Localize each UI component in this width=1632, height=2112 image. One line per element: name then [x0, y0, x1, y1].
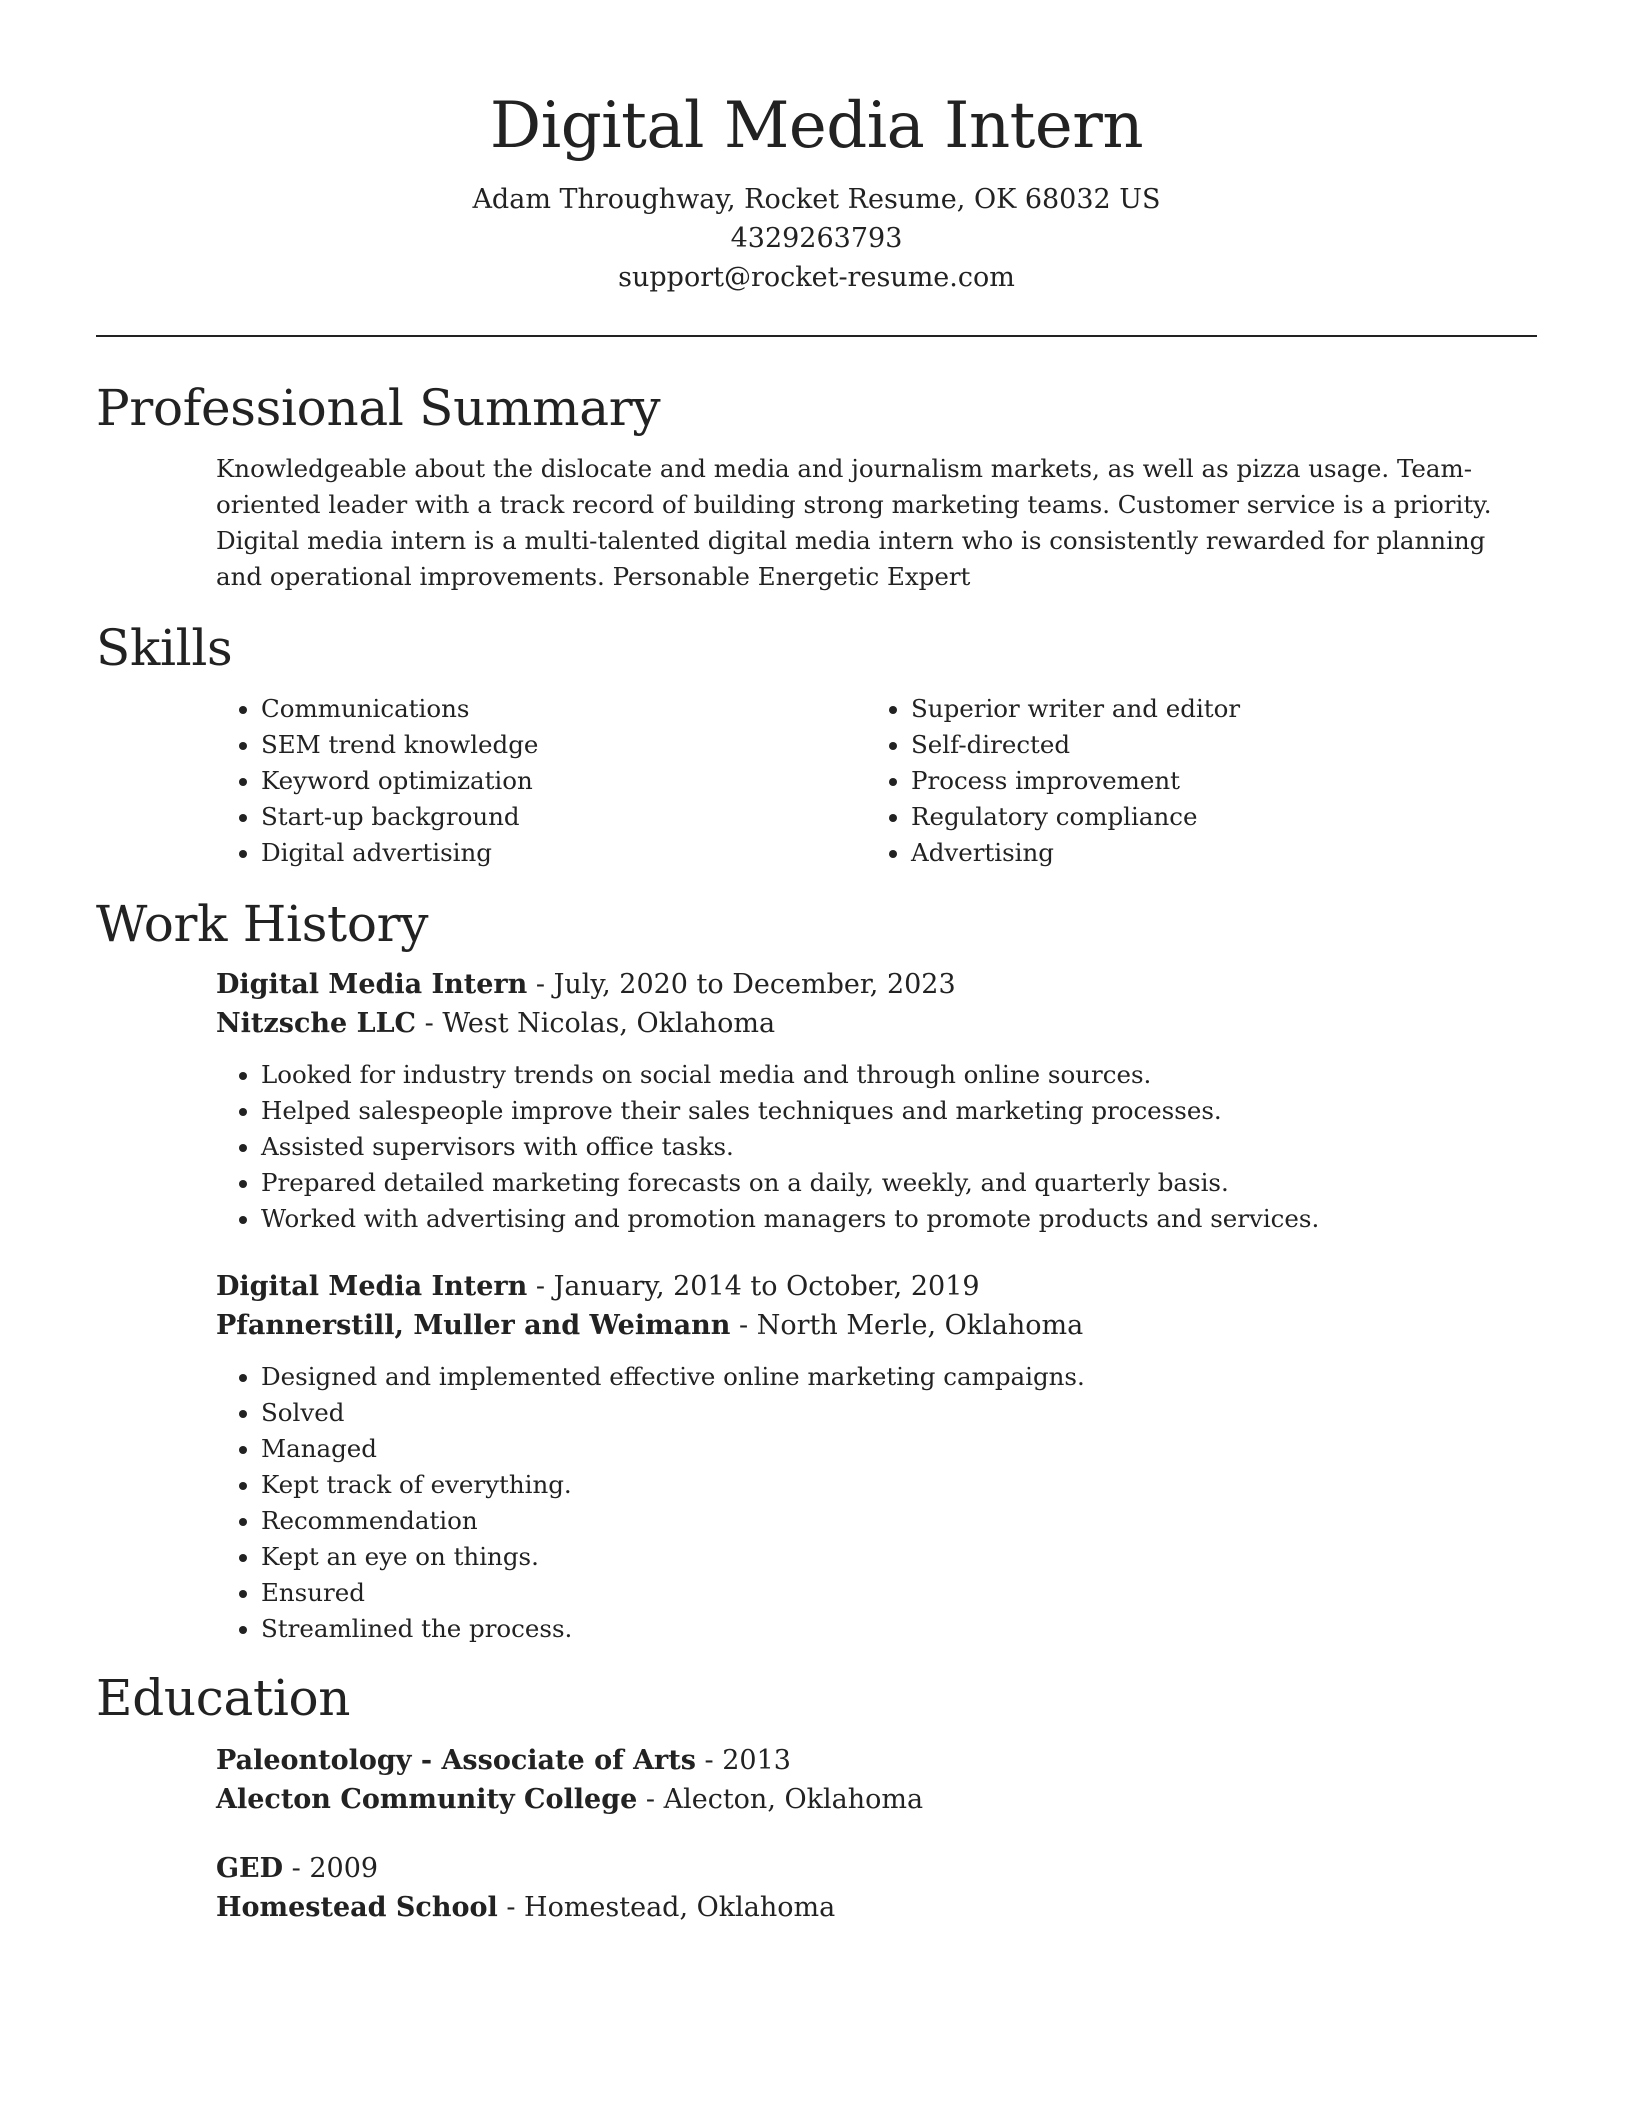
skills-columns — [216, 691, 1537, 871]
job-role: Digital Media Intern — [216, 969, 528, 1000]
summary-section — [96, 451, 1537, 595]
education-location: - Alecton, Oklahoma — [637, 1784, 924, 1815]
job-title-line — [216, 1267, 1537, 1306]
education-degree-line — [216, 1849, 1537, 1888]
skill-item: • Self-directed — [911, 727, 1516, 763]
contact-address: Adam Throughway, Rocket Resume, OK 68032 US — [472, 184, 1161, 215]
education-school: Alecton Community College — [216, 1784, 638, 1815]
job-bullet: • Ensured — [261, 1575, 1537, 1611]
job-bullet: • Designed and implemented effective online marketing campaigns. — [261, 1359, 1537, 1395]
skills-heading: Skills — [96, 619, 233, 677]
job-bullet: • Managed — [261, 1431, 1537, 1467]
work-history-heading: Work History — [96, 895, 429, 953]
education-school: Homestead School — [216, 1892, 498, 1923]
education-year: - 2013 — [695, 1745, 791, 1776]
job-bullet: • Solved — [261, 1395, 1537, 1431]
skill-item: • Communications — [261, 691, 866, 727]
education-school-line — [216, 1888, 1537, 1927]
skill-item: • Keyword optimization — [261, 763, 866, 799]
job-role: Digital Media Intern — [216, 1271, 528, 1302]
job-dates: - July, 2020 to December, 2023 — [527, 969, 956, 1000]
education-year: - 2009 — [283, 1853, 379, 1884]
job-bullet: • Assisted supervisors with office tasks. — [261, 1129, 1537, 1165]
education-heading: Education — [96, 1669, 351, 1727]
education-section — [96, 1741, 1537, 1927]
job-bullets — [216, 1359, 1537, 1647]
job-location: - North Merle, Oklahoma — [730, 1310, 1084, 1341]
contact-email: support@rocket-resume.com — [618, 262, 1015, 293]
education-entry — [216, 1741, 1537, 1819]
skill-item: • Process improvement — [911, 763, 1516, 799]
resume-header — [96, 0, 1537, 297]
education-location: - Homestead, Oklahoma — [497, 1892, 836, 1923]
work-history-section — [96, 965, 1537, 1647]
job-bullet: • Prepared detailed marketing forecasts on a daily, weekly, and quarterly basis. — [261, 1165, 1537, 1201]
skill-item: • Advertising — [911, 835, 1516, 871]
education-entry — [216, 1849, 1537, 1927]
header-divider — [96, 335, 1537, 337]
skill-item: • Superior writer and editor — [911, 691, 1516, 727]
job-dates: - January, 2014 to October, 2019 — [527, 1271, 980, 1302]
job-company-line — [216, 1306, 1537, 1345]
resume-page — [96, 0, 1537, 1927]
job-bullet: • Streamlined the process. — [261, 1611, 1537, 1647]
skill-item: • SEM trend knowledge — [261, 727, 866, 763]
skill-item: • Start-up background — [261, 799, 866, 835]
job-bullet: • Worked with advertising and promotion managers to promote products and services. — [261, 1201, 1537, 1237]
skills-list-right — [866, 691, 1516, 871]
job-bullet: • Looked for industry trends on social media and through online sources. — [261, 1057, 1537, 1093]
job-bullet: • Kept an eye on things. — [261, 1539, 1537, 1575]
job-company-line — [216, 1004, 1537, 1043]
job-title-line — [216, 965, 1537, 1004]
contact-phone: 4329263793 — [730, 223, 903, 254]
job-entry — [216, 965, 1537, 1237]
skill-item: • Digital advertising — [261, 835, 866, 871]
job-bullet: • Recommendation — [261, 1503, 1537, 1539]
job-company: Pfannerstill, Muller and Weimann — [216, 1310, 731, 1341]
contact-info — [96, 180, 1537, 297]
education-degree-line — [216, 1741, 1537, 1780]
job-bullet: • Helped salespeople improve their sales techniques and marketing processes. — [261, 1093, 1537, 1129]
skill-item: • Regulatory compliance — [911, 799, 1516, 835]
skills-list-left — [216, 691, 866, 871]
summary-heading: Professional Summary — [96, 379, 661, 437]
skills-section — [96, 691, 1537, 871]
job-entry — [216, 1267, 1537, 1647]
education-degree: Paleontology - Associate of Arts — [216, 1745, 696, 1776]
job-bullet: • Kept track of everything. — [261, 1467, 1537, 1503]
job-location: - West Nicolas, Oklahoma — [416, 1008, 776, 1039]
summary-text: Knowledgeable about the dislocate and media and journalism markets, as well as pizza usage. Team-oriented leader with a track record of building strong marketing teams. Customer service is a priority. Digital media intern is a multi-talented digital media intern who is consistently rewarded for planning and operational improvements. Personable Energetic Expert — [216, 454, 1492, 591]
resume-title: Digital Media Intern — [489, 89, 1144, 163]
education-degree: GED — [216, 1853, 284, 1884]
job-bullets — [216, 1057, 1537, 1237]
education-school-line — [216, 1780, 1537, 1819]
job-company: Nitzsche LLC — [216, 1008, 417, 1039]
